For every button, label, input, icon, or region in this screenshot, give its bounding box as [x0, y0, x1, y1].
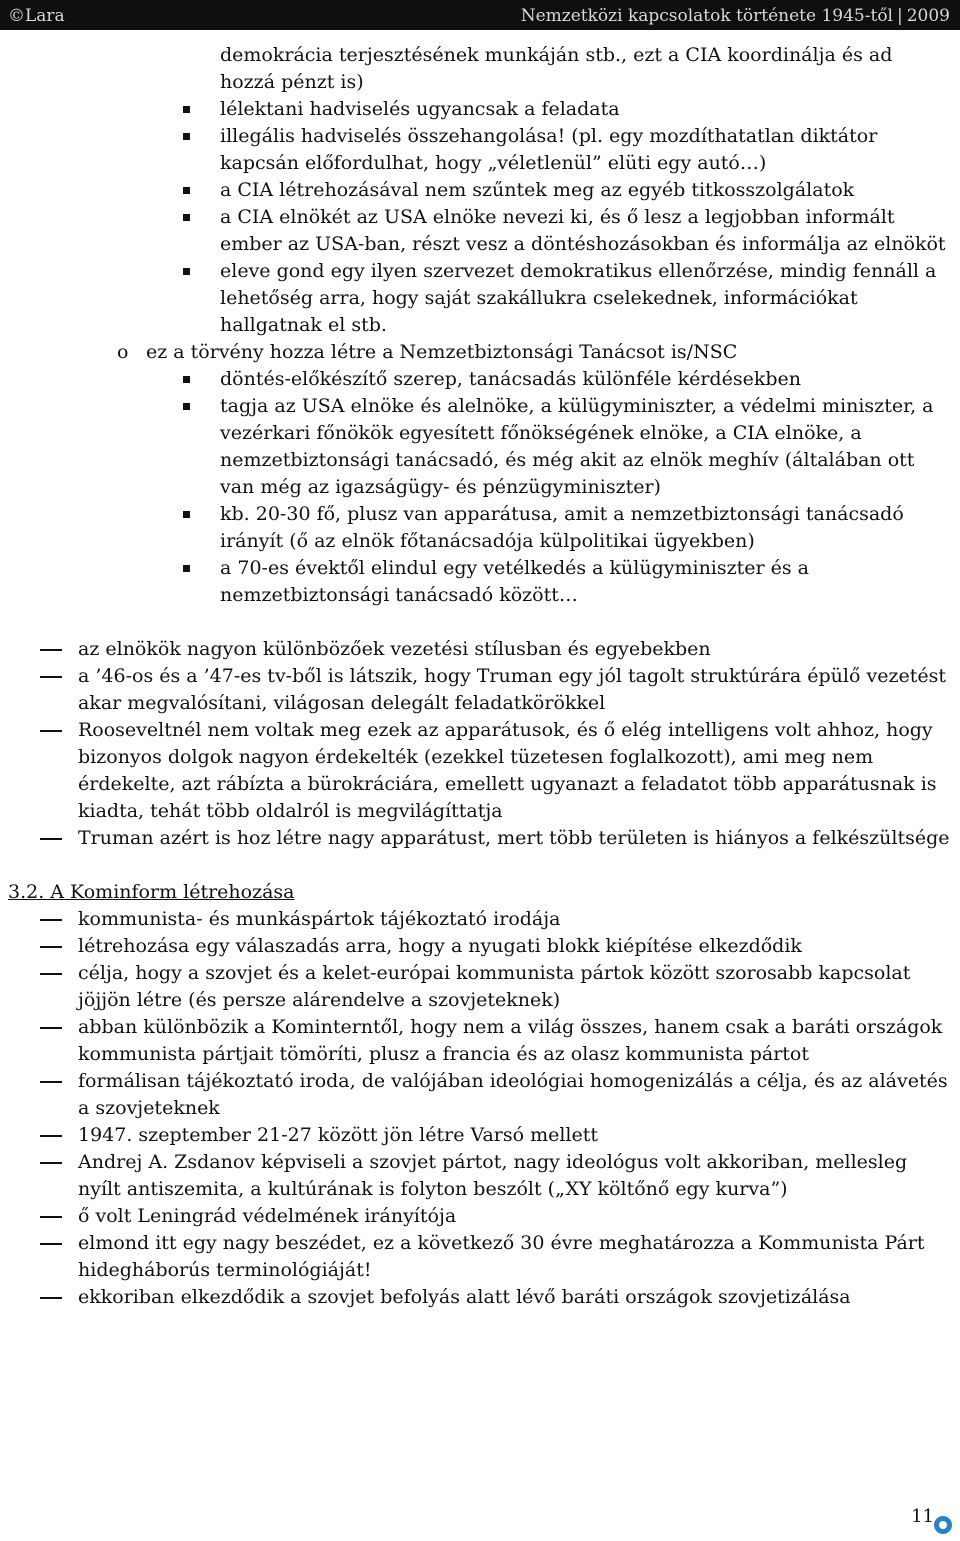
list-item — [0, 1068, 960, 1122]
list-item-text: illegális hadviselés összehangolása! (pl. egy mozdíthatatlan diktátor kapcsán előfordulhat, hogy „véletlenül” elüti egy autó…) — [220, 125, 878, 174]
list-item — [0, 960, 960, 1014]
list-item-text: döntés-előkészítő szerep, tanácsadás különféle kérdésekben — [220, 368, 801, 390]
header-copyright: ©Lara — [8, 6, 65, 26]
list-item — [0, 177, 960, 204]
list-item-text: kommunista- és munkáspártok tájékoztató irodája — [78, 908, 561, 930]
list-item — [0, 96, 960, 123]
list-item — [0, 1014, 960, 1068]
dash-bullet-icon — [40, 676, 62, 678]
list-item — [0, 636, 960, 663]
square-bullet-icon — [183, 268, 190, 275]
list-item-text: ekkoriban elkezdődik a szovjet befolyás alatt lévő baráti országok szovjetizálása — [78, 1286, 851, 1308]
list-bottom — [0, 906, 960, 1311]
page-header — [0, 0, 960, 30]
list-item — [0, 825, 960, 852]
circle-bullet-icon: o — [117, 341, 129, 363]
list-item-text: formálisan tájékoztató iroda, de valójában ideológiai homogenizálás a célja, és az alávetés a szovjeteknek — [78, 1070, 948, 1119]
dash-bullet-icon — [40, 1216, 62, 1218]
spacer — [0, 852, 960, 879]
list-item-text: eleve gond egy ilyen szervezet demokratikus ellenőrzése, mindig fennáll a lehetőség arra, hogy saját szakállukra cselekednek, információkat hallgatnak el stb. — [220, 260, 937, 336]
list-item-text: elmond itt egy nagy beszédet, ez a következő 30 évre meghatározza a Kommunista Párt hidegháborús terminológiáját! — [78, 1232, 925, 1281]
section-heading — [0, 879, 960, 906]
header-year: 2009 — [906, 6, 950, 26]
dash-bullet-icon — [40, 1243, 62, 1245]
list-item — [0, 258, 960, 339]
list-item — [0, 123, 960, 177]
list-item — [0, 42, 960, 96]
header-course-title: Nemzetközi kapcsolatok története 1945-től — [520, 6, 893, 26]
list-item — [0, 204, 960, 258]
list-item-text: Rooseveltnél nem voltak meg ezek az apparátusok, és ő elég intelligens volt ahhoz, hogy bizonyos dolgok nagyon érdekelték (ezekkel tüzetesen foglalkozott), ami meg nem érdekelte, azt rábízta a bürokráciára, emellett ugyanazt a feladatot több apparátusnak is kiadta, tehát több oldalról is megvilágíttatja — [78, 719, 937, 822]
list-item — [0, 1149, 960, 1203]
page-number: 11 — [911, 1506, 934, 1527]
list-item — [0, 663, 960, 717]
list-item — [0, 393, 960, 501]
list-item-text: az elnökök nagyon különbözőek vezetési stílusban és egyebekben — [78, 638, 711, 660]
list-item — [0, 1284, 960, 1311]
dash-bullet-icon — [40, 730, 62, 732]
list-item-text: a 70-es évektől elindul egy vetélkedés a külügyminiszter és a nemzetbiztonsági tanácsadó között… — [220, 557, 809, 606]
list-item-text: a ’46-os és a ’47-es tv-ből is látszik, hogy Truman egy jól tagolt struktúrára épülő vezetést akar megvalósítani, világosan delegált feladatkörökkel — [78, 665, 946, 714]
list-item — [0, 906, 960, 933]
list-item-text: Andrej A. Zsdanov képviseli a szovjet pártot, nagy ideológus volt akkoriban, mellesleg nyílt antiszemita, a kultúrának is folyton beszólt („XY költőnő egy kurva”) — [78, 1151, 908, 1200]
list-item-text: abban különbözik a Kominterntől, hogy nem a világ összes, hanem csak a baráti országok kommunista pártjait tömöríti, plusz a francia és az olasz kommunista pártot — [78, 1016, 943, 1065]
spacer — [0, 609, 960, 636]
list-item — [0, 1203, 960, 1230]
list-item — [0, 1230, 960, 1284]
dash-bullet-icon — [40, 838, 62, 840]
dash-bullet-icon — [40, 1135, 62, 1137]
list-item — [0, 501, 960, 555]
list-item-text: kb. 20-30 fő, plusz van apparátusa, amit a nemzetbiztonsági tanácsadó irányít (ő az elnök főtanácsadója külpolitikai ügyekben) — [220, 503, 904, 552]
dash-bullet-icon — [40, 946, 62, 948]
square-bullet-icon — [183, 187, 190, 194]
dash-bullet-icon — [40, 649, 62, 651]
list-item — [0, 717, 960, 825]
document-body — [0, 42, 960, 1311]
dash-bullet-icon — [40, 973, 62, 975]
list-item-text: célja, hogy a szovjet és a kelet-európai kommunista pártok között szorosabb kapcsolat jöjjön létre (és persze alárendelve a szovjeteknek) — [78, 962, 911, 1011]
dash-bullet-icon — [40, 919, 62, 921]
dash-bullet-icon — [40, 1027, 62, 1029]
list-item-text: Truman azért is hoz létre nagy apparátust, mert több területen is hiányos a felkészültsége — [78, 827, 950, 849]
square-bullet-icon — [183, 403, 190, 410]
list-item-text: a CIA létrehozásával nem szűntek meg az egyéb titkosszolgálatok — [220, 179, 855, 201]
square-bullet-icon — [183, 106, 190, 113]
list-item-text: 1947. szeptember 21-27 között jön létre Varsó mellett — [78, 1124, 599, 1146]
square-bullet-icon — [183, 511, 190, 518]
square-bullet-icon — [183, 376, 190, 383]
list-item — [0, 366, 960, 393]
square-bullet-icon — [183, 565, 190, 572]
list-item-text: demokrácia terjesztésének munkáján stb., ezt a CIA koordinálja és ad hozzá pénzt is) — [220, 44, 893, 93]
dash-bullet-icon — [40, 1162, 62, 1164]
list-item-text: létrehozása egy válaszadás arra, hogy a nyugati blokk kiépítése elkezdődik — [78, 935, 802, 957]
list-middle — [0, 636, 960, 852]
header-title — [521, 6, 950, 26]
list-item-text: a CIA elnökét az USA elnöke nevezi ki, és ő lesz a legjobban informált ember az USA-ban, részt vesz a döntéshozásokban és informálja az elnököt — [220, 206, 946, 255]
list-item-text: lélektani hadviselés ugyancsak a feladata — [220, 98, 620, 120]
square-bullet-icon — [183, 133, 190, 140]
list-item — [0, 933, 960, 960]
list-item-text: ez a törvény hozza létre a Nemzetbiztonsági Tanácsot is/NSC — [146, 341, 738, 363]
list-item — [0, 1122, 960, 1149]
list-item — [0, 555, 960, 609]
page-badge-icon — [934, 1516, 952, 1534]
dash-bullet-icon — [40, 1297, 62, 1299]
list-item — [0, 339, 960, 366]
list-item-text: tagja az USA elnöke és alelnöke, a külügyminiszter, a védelmi miniszter, a vezérkari főnökök egyesített főnökségének elnöke, a CIA elnöke, a nemzetbiztonsági tanácsadó, és még akit az elnök meghív (általában ott van még az igazságügy- és pénzügyminiszter) — [220, 395, 934, 498]
dash-bullet-icon — [40, 1081, 62, 1083]
list-item-text: ő volt Leningrád védelmének irányítója — [78, 1205, 457, 1227]
square-bullet-icon — [183, 214, 190, 221]
header-separator: | — [897, 6, 903, 26]
list-top — [0, 42, 960, 609]
section-title: 3.2. A Kominform létrehozása — [8, 881, 295, 903]
